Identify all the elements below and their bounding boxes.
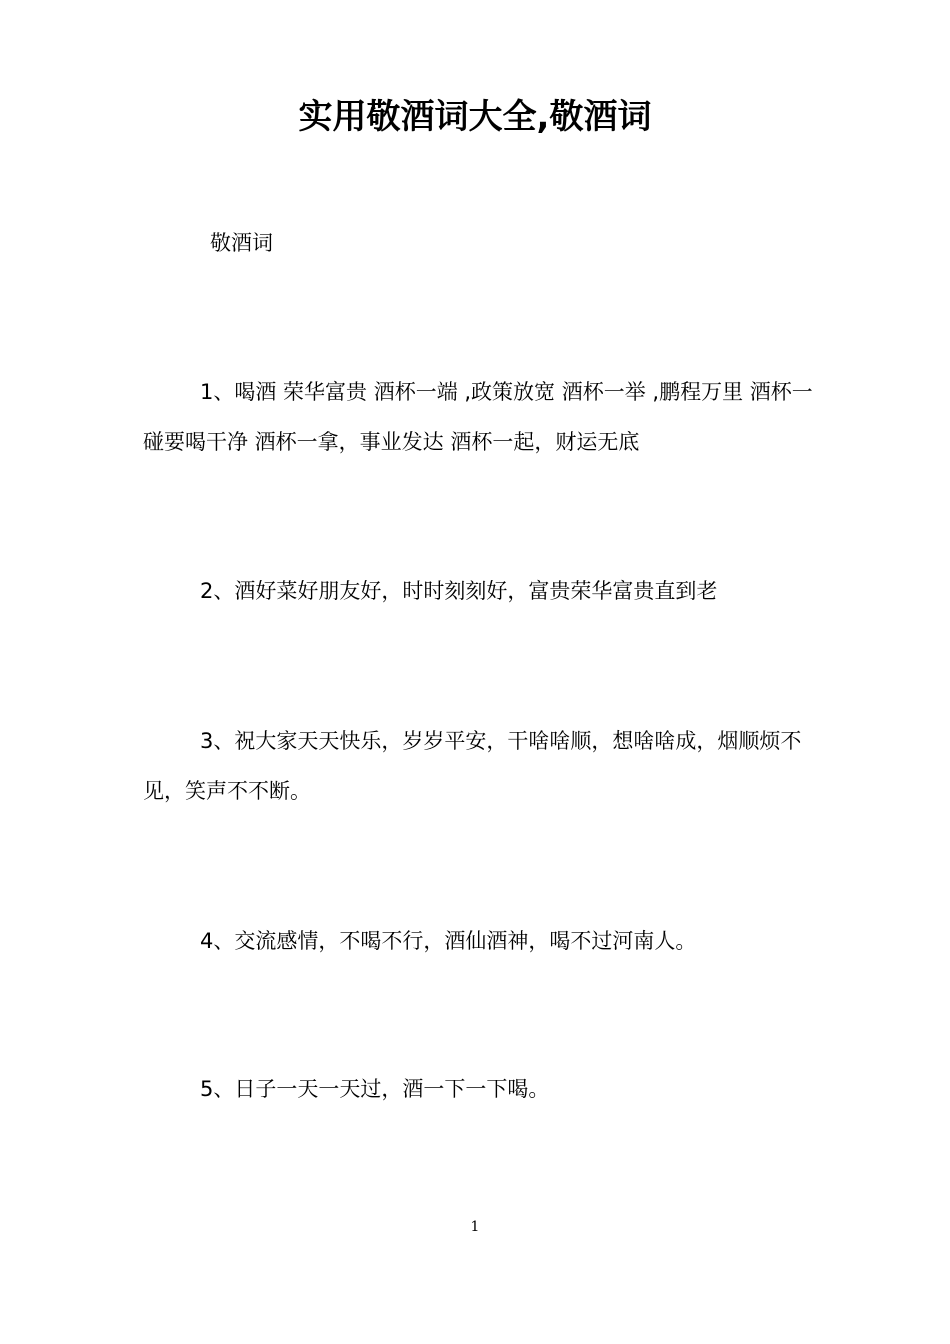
document-subtitle: 敬酒词 — [210, 231, 273, 255]
paragraph-2: 2、酒好菜好朋友好，时时刻刻好，富贵荣华富贵直到老 — [200, 579, 718, 603]
paragraph-1: 1、喝酒 荣华富贵 酒杯一端 ,政策放宽 酒杯一举 ,鹏程万里 酒杯一碰要喝干净 酒杯一拿，事业发达 酒杯一起，财运无底 — [143, 380, 813, 454]
document-title: 实用敬酒词大全,敬酒词 — [298, 97, 652, 137]
paragraph-4: 4、交流感情，不喝不行，酒仙酒神，喝不过河南人。 — [200, 929, 697, 953]
page-number: 1 — [470, 1219, 480, 1235]
paragraph-5: 5、日子一天一天过，酒一下一下喝。 — [200, 1077, 550, 1101]
paragraph-3: 3、祝大家天天快乐，岁岁平安，干啥啥顺，想啥啥成，烟顺烦不见，笑声不不断。 — [143, 729, 802, 803]
